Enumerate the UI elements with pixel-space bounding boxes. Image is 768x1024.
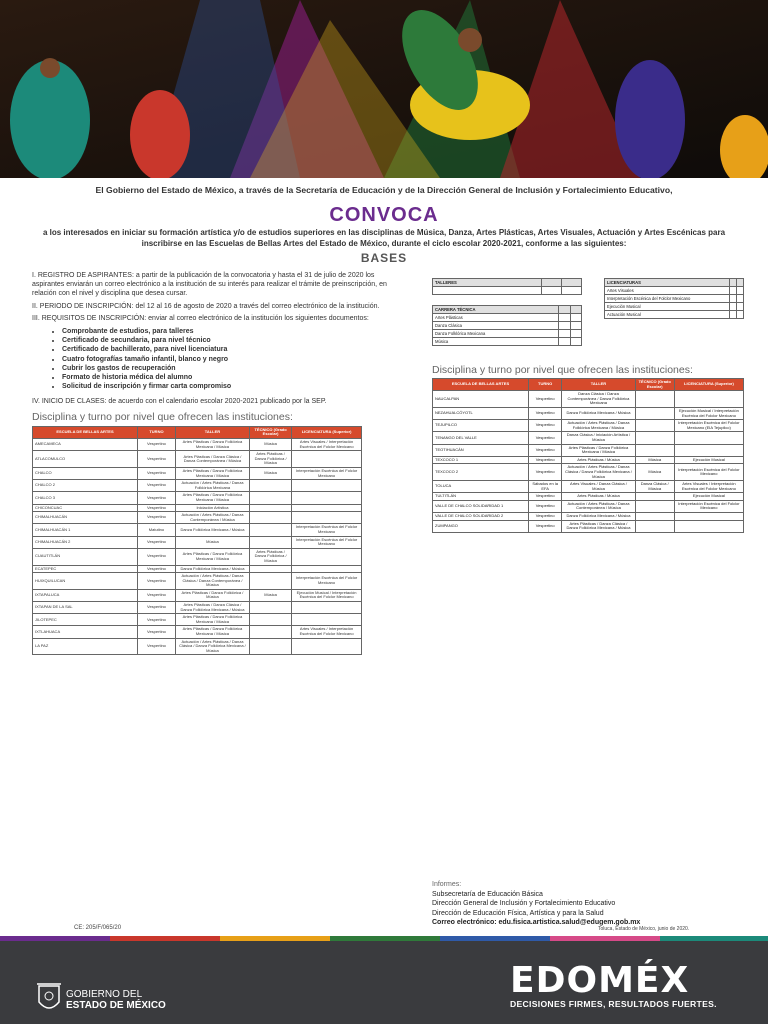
cell-tecnico: Música (249, 468, 291, 480)
mini-cell (729, 295, 736, 303)
cell-tecnico: Artes Plásticas / Danza Folklórica / Música (249, 548, 291, 565)
cell-lic: Artes Visuales / Interpretación Escénica del Folclor Mexicano (292, 439, 362, 451)
cell-taller: Actuación / Artes Plásticas / Danza Folklórica Mexicana (175, 480, 249, 492)
mini-cell (559, 338, 570, 346)
list-item: • Formato de historia médica del alumno (62, 373, 402, 382)
cell-turno: Vespertino (138, 548, 176, 565)
mini-cell (561, 279, 581, 287)
cell-taller: Actuación / Artes Plásticas / Danza Clásica / Danza Contemporánea / Música (175, 573, 249, 590)
cell-tecnico (635, 520, 674, 532)
cell-school: TOLUCA (433, 481, 529, 493)
cell-tecnico (249, 573, 291, 590)
list-item: • Comprobante de estudios, para talleres (62, 327, 402, 336)
table-row (433, 513, 744, 521)
cell-taller: Danza Folklórica Mexicana / Música (562, 407, 635, 419)
cell-school: AMECAMECA (33, 439, 138, 451)
mini-cell (570, 314, 581, 322)
cell-school: TEJUPILCO (433, 420, 529, 432)
list-item: • Cubrir los gastos de recuperación (62, 364, 402, 373)
list-item: • Certificado de secundaria, para nivel técnico (62, 336, 402, 345)
cell-lic: Ejecución Musical / Interpretación Escénica del Folclor Mexicano (674, 407, 743, 419)
cell-turno: Vespertino (138, 451, 176, 468)
cell-school: IXTAPALUCA (33, 589, 138, 601)
mini-cell: LICENCIATURAS (605, 279, 730, 287)
list-item: • Cuatro fotografías tamaño infantil, blanco y negro (62, 355, 402, 364)
cell-school: VALLE DE CHALCO SOLIDARIDAD 1 (433, 500, 529, 512)
mini-cell (561, 287, 581, 295)
mini-cell (559, 330, 570, 338)
cell-taller: Danza Clásica / Danza Contemporánea / Danza Folklórica Mexicana (562, 391, 635, 408)
cell-lic (674, 520, 743, 532)
cell-tecnico: Música (635, 456, 674, 464)
talleres-table (432, 278, 582, 295)
cell-taller: Actuación / Artes Plásticas / Danza Clásica / Danza Folklórica Mexicana / Música (175, 638, 249, 655)
cell-lic (292, 451, 362, 468)
cell-school: CHALCO 3 (33, 492, 138, 504)
mini-cell: Música (433, 338, 559, 346)
cell-turno: Vespertino (528, 407, 561, 419)
dancers-photo (0, 0, 768, 178)
mini-cell: Ejecución Musical (605, 303, 730, 311)
carrera-tecnica-table (432, 305, 582, 346)
cell-school: ECATEPEC (33, 565, 138, 573)
cell-turno: Vespertino (138, 439, 176, 451)
mini-cell (570, 306, 581, 314)
mini-cell (736, 303, 743, 311)
cell-taller: Artes Plásticas / Danza Clásica / Danza Folklórica Mexicana / Música (175, 602, 249, 614)
left-subheading: Disciplina y turno por nivel que ofrecen las instituciones: (32, 410, 293, 423)
mini-cell: Artes Plásticas (433, 314, 559, 322)
table-row (33, 451, 362, 468)
table-row (33, 589, 362, 601)
cell-lic: Interpretación Escénica del Folclor Mexicano (292, 524, 362, 536)
header-cell: ESCUELA DE BELLAS ARTES (433, 379, 529, 391)
cell-school: TEXCOCO 2 (433, 464, 529, 481)
licenciatura-table (604, 278, 744, 319)
contact-email[interactable]: Correo electrónico: edu.fisica.artistica.salud@edugem.gob.mx (432, 919, 641, 926)
cell-turno: Vespertino (138, 504, 176, 512)
cell-lic: Ejecución Musical / Interpretación Escénica del Folclor Mexicano (292, 589, 362, 601)
mini-cell (541, 279, 561, 287)
cell-turno: Vespertino (528, 520, 561, 532)
bases-heading: BASES (360, 251, 408, 265)
cell-tecnico (635, 420, 674, 432)
cell-lic: Interpretación Escénica del Folclor Mexicano (292, 573, 362, 590)
cell-turno: Vespertino (138, 589, 176, 601)
list-item: • Solicitud de inscripción y firmar carta compromiso (62, 382, 402, 391)
base-registro: I. REGISTRO DE ASPIRANTES: a partir de la publicación de la convocatoria y hasta el 31 de julio de 2020 los aspirantes enviarán un correo electrónico a la institución de su interés para realizar el trámite de preinscripción, en relación con el nivel y disciplina que desea cursar. (32, 272, 387, 298)
cell-tecnico (249, 512, 291, 524)
cell-lic: Ejecución Musical (674, 456, 743, 464)
hero-image (0, 0, 768, 178)
edomex-logo: EDOMÉX (510, 960, 690, 1001)
table-row (33, 548, 362, 565)
table-row (433, 520, 744, 532)
table-row (33, 480, 362, 492)
table-row (33, 573, 362, 590)
table-row (33, 614, 362, 626)
cell-taller: Artes Plásticas / Danza Folklórica / Música (175, 589, 249, 601)
cell-taller: Danza Folklórica Mexicana / Música (175, 565, 249, 573)
cell-school: CHALCO (33, 468, 138, 480)
cell-tecnico: Danza Clásica / Música (635, 481, 674, 493)
cell-school: TULTITLÁN (433, 493, 529, 501)
cell-school: CUAUTITLÁN (33, 548, 138, 565)
cell-tecnico: Música (635, 464, 674, 481)
informes-label: Informes: (432, 881, 462, 888)
cell-tecnico (635, 407, 674, 419)
cell-taller: Actuación / Artes Plásticas / Danza Contemporánea / Música (562, 500, 635, 512)
cell-school: IXTLAHUACA (33, 626, 138, 638)
cell-lic (292, 504, 362, 512)
cell-turno: Vespertino (528, 432, 561, 444)
cell-lic (674, 513, 743, 521)
mini-cell (570, 330, 581, 338)
cell-taller: Danza Clásica / Iniciación Artística / Música (562, 432, 635, 444)
cell-lic (292, 638, 362, 655)
cell-school: IXTAPAN DE LA SAL (33, 602, 138, 614)
cell-turno: Vespertino (138, 536, 176, 548)
cell-turno: Vespertino (138, 480, 176, 492)
list-item: • Certificado de bachillerato, para nivel licenciatura (62, 345, 402, 354)
mini-cell (729, 303, 736, 311)
cell-taller: Artes Plásticas / Danza Folklórica Mexicana / Música (175, 492, 249, 504)
cell-turno: Vespertino (138, 565, 176, 573)
cell-school: NEZAHUALCÓYOTL (433, 407, 529, 419)
left-schools-table (32, 426, 362, 656)
header-cell: ESCUELA DE BELLAS ARTES (33, 426, 138, 438)
cell-taller: Actuación / Artes Plásticas / Danza Folklórica Mexicana / Música (562, 420, 635, 432)
cell-turno: Vespertino (528, 391, 561, 408)
cell-taller: Artes Plásticas / Danza Clásica / Danza Contemporánea / Música (175, 451, 249, 468)
cell-turno: Vespertino (138, 573, 176, 590)
header-cell: TÉCNICO (Grado Escolar) (249, 426, 291, 438)
cell-turno: Vespertino (528, 513, 561, 521)
cell-taller: Danza Folklórica Mexicana / Música (562, 513, 635, 521)
cell-taller: Artes Plásticas / Música (562, 456, 635, 464)
cell-school: CHICONCUAC (33, 504, 138, 512)
cell-lic: Interpretación Escénica del Folclor Mexicano (674, 464, 743, 481)
mini-cell (729, 311, 736, 319)
cell-tecnico (635, 432, 674, 444)
table-row (33, 638, 362, 655)
base-periodo: II. PERIODO DE INSCRIPCIÓN: del 12 al 16 de agosto de 2020 a través del correo electrónico de la institución. (32, 302, 380, 310)
mini-cell (570, 322, 581, 330)
cell-school: ZUMPANGO (433, 520, 529, 532)
cell-turno: Vespertino (138, 512, 176, 524)
right-schools-table (432, 378, 744, 533)
cell-taller: Artes Visuales / Danza Clásica / Música (562, 481, 635, 493)
cell-tecnico (249, 492, 291, 504)
cell-tecnico (249, 480, 291, 492)
cell-lic: Ejecución Musical (674, 493, 743, 501)
base-requisitos: III. REQUISITOS DE INSCRIPCIÓN: enviar al correo electrónico de la institución los siguientes documentos: (32, 314, 369, 322)
gob-line1: GOBIERNO DEL (66, 989, 143, 1000)
header-cell: TALLER (562, 379, 635, 391)
mini-cell: Danza Clásica (433, 322, 559, 330)
cell-school: TENANGO DEL VALLE (433, 432, 529, 444)
cell-school: CHIMALHUACÁN 2 (33, 536, 138, 548)
cell-school: CHALCO 2 (33, 480, 138, 492)
cell-taller: Danza Folklórica Mexicana / Música (175, 524, 249, 536)
mini-cell (736, 287, 743, 295)
header-cell: TURNO (138, 426, 176, 438)
cell-turno: Matutino (138, 524, 176, 536)
header-cell: LICENCIATURA (Superior) (674, 379, 743, 391)
cell-tecnico (249, 524, 291, 536)
cell-turno: Vespertino (138, 492, 176, 504)
table-row (433, 444, 744, 456)
cell-lic (292, 602, 362, 614)
intro-text: El Gobierno del Estado de México, a través de la Secretaría de Educación y de la Dirección General de Inclusión y Fortalecimiento Educativo, (95, 185, 673, 195)
cell-tecnico: Artes Plásticas / Danza Folklórica / Música (249, 451, 291, 468)
cell-lic: Interpretación Escénica del Folclor Mexicano (292, 536, 362, 548)
table-row (33, 602, 362, 614)
right-subheading: Disciplina y turno por nivel que ofrecen las instituciones: (432, 364, 693, 376)
mini-cell (729, 279, 736, 287)
cell-lic (292, 614, 362, 626)
informes-line: Subsecretaría de Educación Básica (432, 890, 543, 898)
edomex-tagline: DECISIONES FIRMES, RESULTADOS FUERTES. (510, 999, 717, 1009)
mini-cell (729, 287, 736, 295)
table-row (433, 493, 744, 501)
header-cell: TÉCNICO (Grado Escolar) (635, 379, 674, 391)
header-cell: TURNO (528, 379, 561, 391)
cell-lic (674, 432, 743, 444)
cell-tecnico (249, 638, 291, 655)
cell-taller: Actuación / Artes Plásticas / Danza Clásica / Danza Folklórica Mexicana / Música (562, 464, 635, 481)
table-row (33, 565, 362, 573)
informes (432, 880, 640, 928)
table-row (433, 464, 744, 481)
table-row (433, 432, 744, 444)
mini-cell: Actuación Musical (605, 311, 730, 319)
cell-school: ATLACOMULCO (33, 451, 138, 468)
cell-lic (292, 480, 362, 492)
cell-tecnico (249, 565, 291, 573)
cell-tecnico (635, 500, 674, 512)
cell-turno: Vespertino (528, 500, 561, 512)
cell-turno: Vespertino (528, 456, 561, 464)
cell-lic: Interpretación Escénica del Folclor Mexicano (292, 468, 362, 480)
cell-turno: Vespertino (528, 420, 561, 432)
table-row (33, 504, 362, 512)
cell-turno: Sábados en la EFA (528, 481, 561, 493)
cell-tecnico (635, 493, 674, 501)
cell-tecnico: Música (249, 589, 291, 601)
cell-lic (292, 492, 362, 504)
cell-tecnico (635, 391, 674, 408)
table-row (33, 492, 362, 504)
mini-cell: CARRERA TÉCNICA (433, 306, 559, 314)
base-inicio: IV. INICIO DE CLASES: de acuerdo con el calendario escolar 2020-2021 publicado por la SEP. (32, 398, 327, 406)
mini-cell: Danza Folklórica Mexicana (433, 330, 559, 338)
cell-school: LA PAZ (33, 638, 138, 655)
mini-cell (433, 287, 542, 295)
cell-lic: Interpretación Escénica del Folclor Mexicano (674, 500, 743, 512)
cell-tecnico (249, 626, 291, 638)
cell-tecnico (249, 602, 291, 614)
cell-tecnico (249, 536, 291, 548)
cell-turno: Vespertino (528, 464, 561, 481)
cell-lic: Artes Visuales / Interpretación Escénica del Folclor Mexicano (674, 481, 743, 493)
cell-school: CHIMALHUACÁN 1 (33, 524, 138, 536)
cell-taller: Artes Plásticas / Danza Folklórica Mexicana / Música (175, 626, 249, 638)
cell-school: VALLE DE CHALCO SOLIDARIDAD 2 (433, 513, 529, 521)
cell-lic (674, 391, 743, 408)
mini-cell (736, 279, 743, 287)
table-row (433, 481, 744, 493)
mini-cell: Interpretación Escénica del Folclor Mexicano (605, 295, 730, 303)
table-row (33, 512, 362, 524)
cell-taller: Artes Plásticas / Danza Folklórica Mexicana / Música (175, 614, 249, 626)
cell-school: CHIMALHUACÁN (33, 512, 138, 524)
table-row (433, 420, 744, 432)
mini-cell (559, 306, 570, 314)
cell-turno: Vespertino (528, 444, 561, 456)
cell-tecnico (635, 513, 674, 521)
bases-list (32, 271, 402, 655)
cell-taller: Artes Plásticas / Danza Folklórica Mexicana / Música (562, 444, 635, 456)
cell-lic (292, 565, 362, 573)
header-cell: LICENCIATURA (Superior) (292, 426, 362, 438)
cell-lic: Interpretación Escénica del Folclor Mexicano (EIA Tejupilco) (674, 420, 743, 432)
edomex-brand (510, 960, 717, 1009)
cell-lic: Artes Visuales / Interpretación Escénica del Folclor Mexicano (292, 626, 362, 638)
table-row (33, 439, 362, 451)
cell-taller: Música (175, 536, 249, 548)
place-date: Toluca, Estado de México, junio de 2020. (598, 926, 690, 932)
mini-cell (559, 314, 570, 322)
cell-school: TEXCOCO 1 (433, 456, 529, 464)
table-row (33, 468, 362, 480)
cell-lic (292, 512, 362, 524)
cell-school: HUIXQUILUCAN (33, 573, 138, 590)
header-cell: TALLER (175, 426, 249, 438)
cell-tecnico (249, 504, 291, 512)
page-title: CONVOCA (329, 204, 439, 226)
cell-tecnico (635, 444, 674, 456)
cell-turno: Vespertino (138, 468, 176, 480)
mini-cell: Artes Visuales (605, 287, 730, 295)
cell-taller: Actuación / Artes Plásticas / Danza Contemporánea / Música (175, 512, 249, 524)
informes-line: Dirección General de Inclusión y Fortalecimiento Educativo (432, 900, 616, 907)
cell-school: NAUCALPAN (433, 391, 529, 408)
cell-turno: Vespertino (528, 493, 561, 501)
mini-cell (736, 311, 743, 319)
mini-cell (570, 338, 581, 346)
mini-cell (559, 322, 570, 330)
cell-taller: Artes Plásticas / Danza Folklórica Mexicana / Música (175, 439, 249, 451)
informes-line: Dirección de Educación Física, Artística y para la Salud (432, 909, 604, 917)
mini-cell: TALLERES (433, 279, 542, 287)
cell-turno: Vespertino (138, 638, 176, 655)
cell-turno: Vespertino (138, 602, 176, 614)
table-row (33, 536, 362, 548)
table-row (433, 407, 744, 419)
cell-tecnico (249, 614, 291, 626)
table-row (433, 456, 744, 464)
cell-turno: Vespertino (138, 626, 176, 638)
cell-tecnico: Música (249, 439, 291, 451)
cell-lic (292, 548, 362, 565)
table-row (33, 524, 362, 536)
gob-line2: ESTADO DE MÉXICO (66, 1000, 166, 1011)
coat-of-arms-icon (36, 982, 62, 1016)
table-row (433, 500, 744, 512)
description: a los interesados en iniciar su formación artística y/o de estudios superiores en las disciplinas de Música, Danza, Artes Plásticas, Artes Visuales, Actuación y Artes Escénicas para inscribirse en las Escuelas de Bellas Artes del Estado de México, durante el ciclo escolar 2020-2021, conforme a las siguientes: (42, 228, 726, 248)
mini-cell (541, 287, 561, 295)
cell-lic (674, 444, 743, 456)
ce-code: CE: 205/F/065/20 (74, 925, 122, 931)
cell-taller: Artes Plásticas / Danza Folklórica Mexicana / Música (175, 468, 249, 480)
cell-school: JILOTEPEC (33, 614, 138, 626)
cell-turno: Vespertino (138, 614, 176, 626)
cell-school: TEOTIHUACÁN (433, 444, 529, 456)
cell-taller: Artes Plásticas / Música (562, 493, 635, 501)
table-row (33, 626, 362, 638)
cell-taller: Artes Plásticas / Danza Clásica / Danza Folklórica Mexicana / Música (562, 520, 635, 532)
cell-taller: Iniciación Artística (175, 504, 249, 512)
requisitos-list (62, 327, 402, 391)
mini-cell (736, 295, 743, 303)
table-row (433, 391, 744, 408)
cell-taller: Artes Plásticas / Danza Folklórica Mexicana / Música (175, 548, 249, 565)
